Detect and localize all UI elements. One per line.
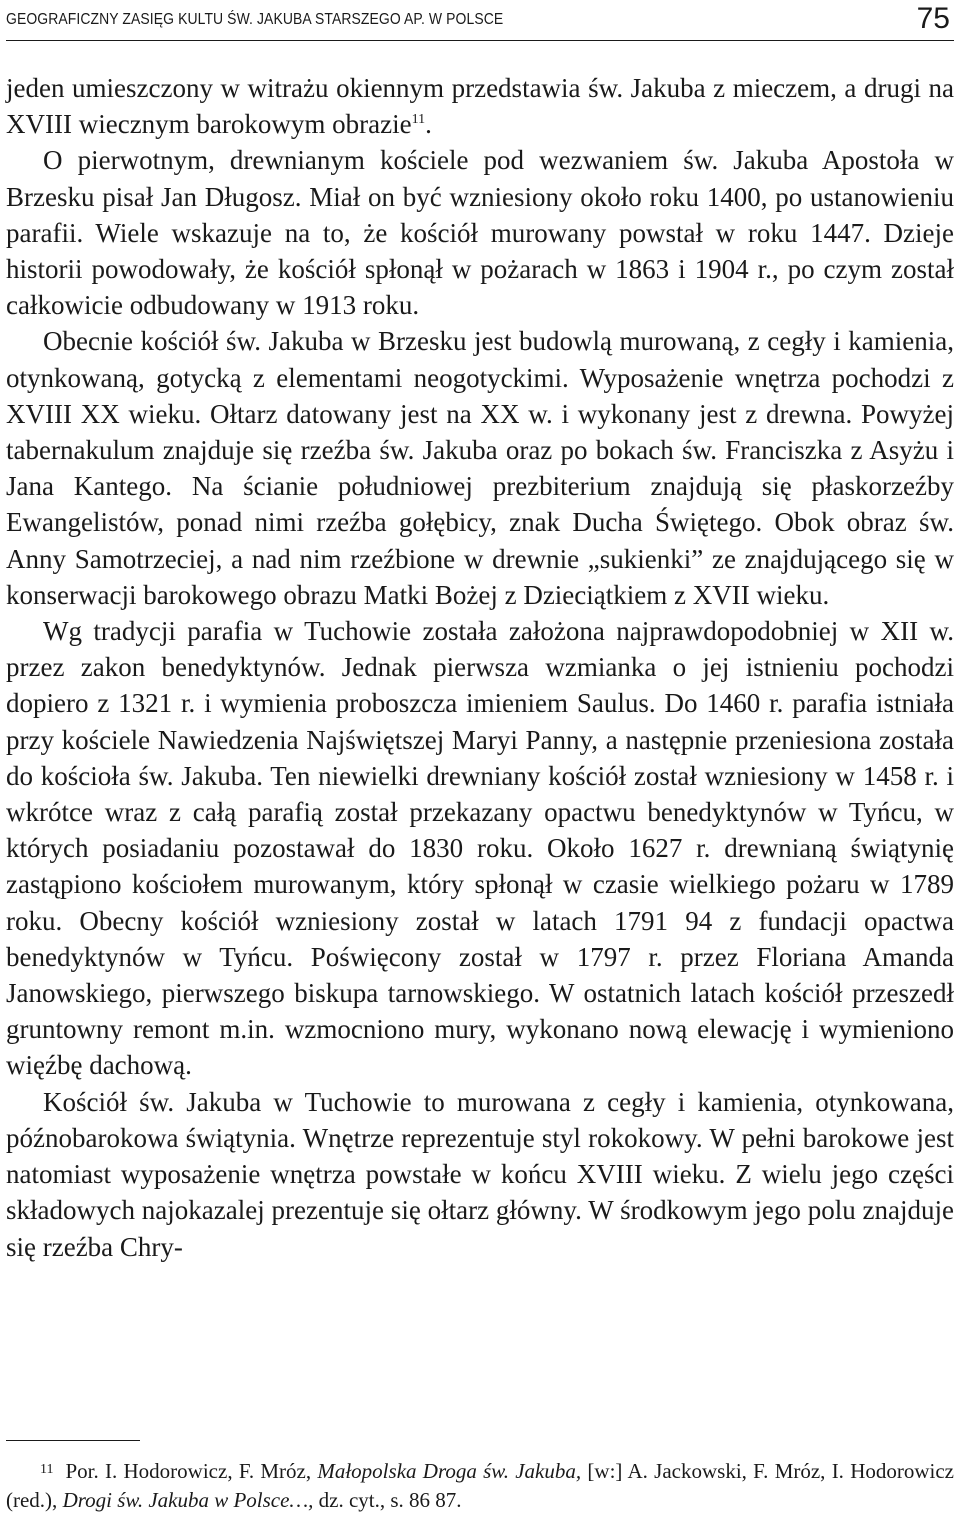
footnote-number: 11 [40,1462,54,1477]
paragraph [6,70,954,142]
footnote [6,1455,954,1515]
footnote-text: Por. I. Hodorowicz, F. Mróz, [65,1459,318,1483]
footnote-title: Małopolska Droga św. Jakuba, [317,1459,582,1483]
paragraph-text: jeden umieszczony w witrażu okiennym przedstawia św. Jakuba z mieczem, a drugi na XVIII wiecznym barokowym obrazie [6,73,954,140]
paragraph-text: . [425,109,432,140]
footnote-title: Drogi św. Jakuba w Polsce…, [62,1488,314,1512]
footnote-ref[interactable]: 11 [411,112,426,128]
page-number: 75 [916,2,950,35]
running-head: GEOGRAFICZNY ZASIĘG KULTU ŚW. JAKUBA STARSZEGO AP. W POLSCE [6,11,504,28]
header-rule [6,40,954,41]
body-text [6,70,954,1265]
paragraph: Obecnie kościół św. Jakuba w Brzesku jest budowlą murowaną, z cegły i kamienia, otynkowaną, gotycką z elementami neogotyckimi. Wyposażenie wnętrza pochodzi z XVIII XX wieku. Ołtarz datowany jest na XX w. i wykonany jest z drewna. Powyżej tabernakulum znajduje się rzeźba św. Jakuba oraz po bokach św. Franciszka z Asyżu i Jana Kantego. Na ścianie południowej prezbiterium znajdują się płaskorzeźby Ewangelistów, ponad nimi rzeźba gołębicy, znak Ducha Świętego. Obok obraz św. Anny Samotrzeciej, a nad nim rzeźbione w drewnie „sukienki” ze znajdującego się w konserwacji barokowego obrazu Matki Bożej z Dzieciątkiem z XVII wieku. [6,326,954,610]
footnote-text: dz. cyt., s. 86 87. [313,1488,462,1512]
page-header [6,2,954,42]
paragraph: Wg tradycji parafia w Tuchowie została założona najprawdopodobniej w XII w. przez zakon benedyktynów. Jednak pierwsza wzmianka o jej istnieniu pochodzi dopiero z 1321 r. i wymienia proboszcza imieniem Saulus. Do 1460 r. parafia istniała przy kościele Nawiedzenia Najświętszej Maryi Panny, a następnie przeniesiona została do kościoła św. Jakuba. Ten niewielki drewniany kościół został wzniesiony w 1458 r. i wkrótce wraz z całą parafią został przekazany opactwu benedyktynów w Tyńcu, w których posiadaniu pozostawał do 1830 roku. Około 1627 r. drewnianą świątynię zastąpiono kościołem murowanym, który spłonął w czasie wielkiego pożaru w 1789 roku. Obecny kościół wzniesiony został w latach 1791 94 z fundacji opactwa benedyktynów w Tyńcu. Poświęcony został w 1797 r. przez Floriana Amanda Janowskiego, pierwszego biskupa tarnowskiego. W ostatnich latach kościół przeszedł gruntowny remont m.in. wzmocniono mury, wykonano nową elewację i wymieniono więźbę dachową. [6,616,954,1081]
footnote-text: [w:] A. Jackowski, F. Mróz, I. Hodorowicz (red.), [6,1459,954,1512]
footnote-rule [6,1440,140,1441]
paragraph: O pierwotnym, drewnianym kościele pod wezwaniem św. Jakuba Apostoła w Brzesku pisał Jan Długosz. Miał on być wzniesiony około roku 1400, po ustanowieniu parafii. Wiele wskazuje na to, że kościół murowany powstał w roku 1447. Dzieje historii powodowały, że kościół spłonął w pożarach w 1863 i 1904 r., po czym został całkowicie odbudowany w 1913 roku. [6,145,954,321]
paragraph: Kościół św. Jakuba w Tuchowie to murowana z cegły i kamienia, otynkowana, późnobarokowa świątynia. Wnętrze reprezentuje styl rokokowy. W pełni barokowe jest natomiast wyposażenie wnętrza powstałe w końcu XVIII wieku. Z wielu jego części składowych najokazalej prezentuje się ołtarz główny. W środkowym jego polu znajduje się rzeźba Chry- [6,1086,954,1262]
